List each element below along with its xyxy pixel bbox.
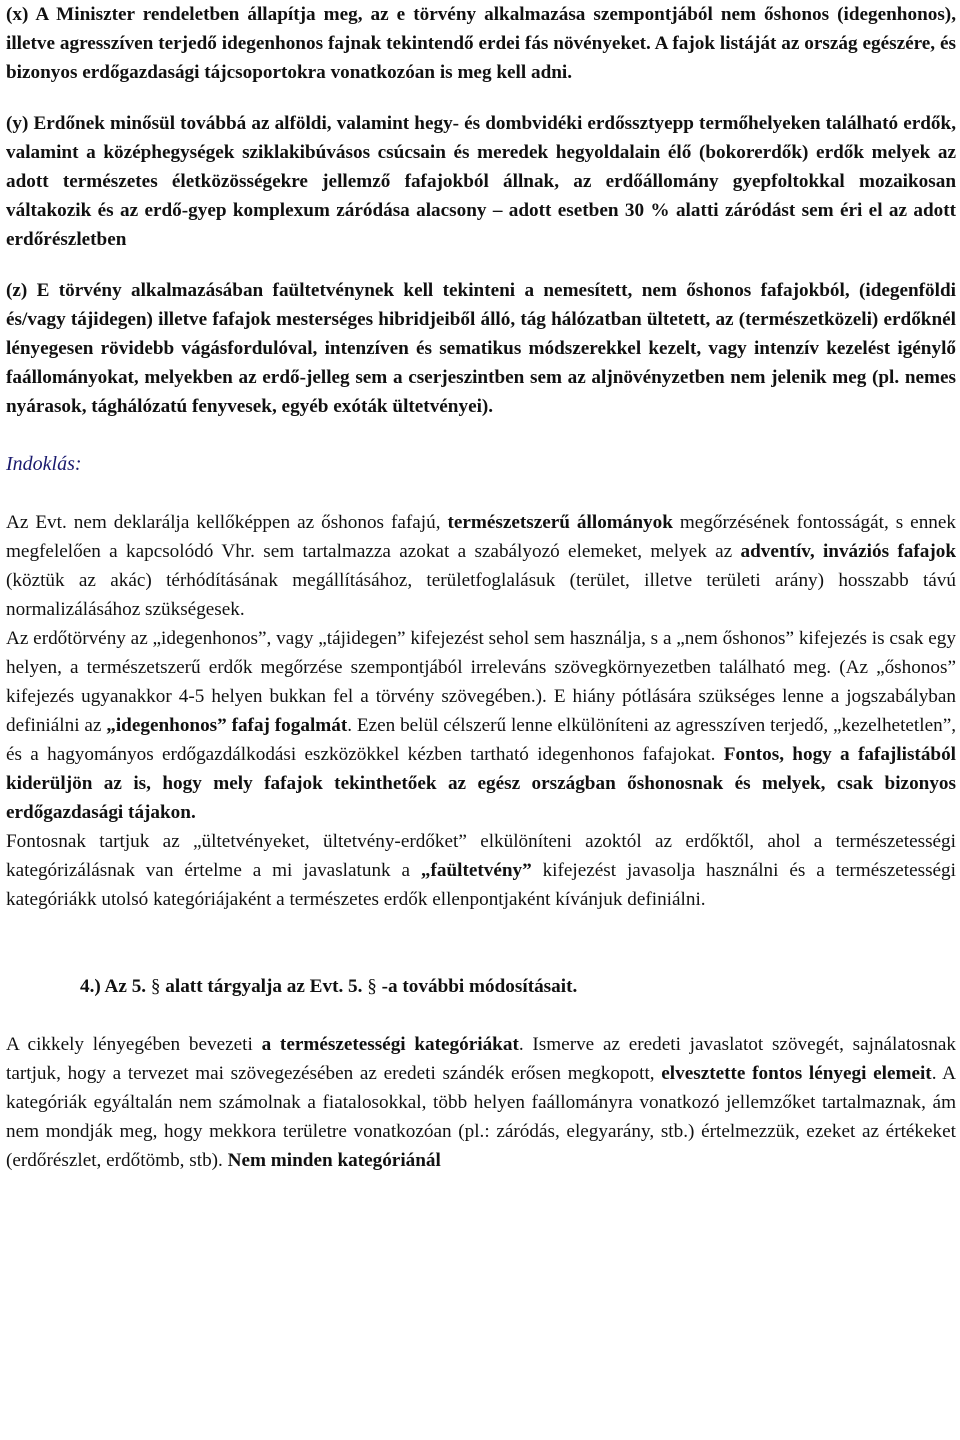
section-4-text-e: -a további módosításait. bbox=[376, 976, 578, 997]
document-page bbox=[6, 0, 956, 1175]
p4-emphasis-lost-elements: elvesztette fontos lényegi elemeit bbox=[661, 1063, 932, 1084]
p2-text-c: . Ezen belül célszerű lenne elkülöníteni az agresszíven terjedő, „kezelhetetlen”, és a hagyományos erdőgazdálkodási eszközökkel kézben tartható idegenhonos fafajokat. bbox=[6, 715, 957, 765]
p4-text-c: . Ismerve az eredeti javaslatot szövegét, sajnálatosnak tartjuk, hogy a tervezet mai szövegezésében az eredeti szándék erősen megkopott, bbox=[6, 1034, 956, 1084]
p4-text-a: A cikkely lényegében bevezeti bbox=[6, 1034, 262, 1055]
section-4-text-c: alatt tárgyalja az Evt. 5. bbox=[160, 976, 368, 997]
p3-text-a: Fontosnak tartjuk az „ültetvényeket, ültetvény-erdőket” elkülöníteni azoktól az erdőktől, ahol a természetességi kategórizálásnak van értelme a mi javaslatunk a bbox=[6, 831, 956, 881]
p1-emphasis-invasive-species: adventív, inváziós fafajok bbox=[740, 541, 956, 562]
p2-emphasis-species-list: Fontos, hogy a fafajlistából kiderüljön az is, hogy mely fafajok tekinthetőek az egész országban őshonosnak és melyek, csak bizonyos erdőgazdasági tájakon. bbox=[6, 744, 957, 823]
p1-text-a: Az Evt. nem deklarálja kellőképpen az őshonos fafajú, bbox=[6, 512, 448, 533]
section-4-title bbox=[6, 972, 956, 1001]
section-sign-2: § bbox=[367, 976, 377, 997]
p4-emphasis-not-every-category: Nem minden kategóriánál bbox=[227, 1150, 441, 1171]
p1-emphasis-natural-stands: természetszerű állományok bbox=[447, 512, 673, 533]
p2-emphasis-alien-species-concept: „idegenhonos” fafaj fogalmát bbox=[106, 715, 348, 736]
p1-text-e: (köztük az akác) térhódításának megállításához, területfoglalásuk (terület, illetve területi arány) hosszabb távú normalizálásához szükségesek. bbox=[6, 570, 956, 620]
paragraph-y: (y) Erdőnek minősül továbbá az alföldi, valamint hegy- és dombvidéki erdőssztyepp termőhelyeken található erdők, valamint a középhegységek sziklakibúvásos csúcsain és meredek hegyoldalain élő (bokorerdők) erdők melyek az adott természetes életközösségekre jellemző fafajokból állnak, az erdőállomány gyepfoltokkal mozaikosan váltakozik és az erdő-gyep komplexum záródása alacsony – adott esetben 30 % alatti záródást sem éri el az adott erdőrészletben bbox=[6, 113, 956, 250]
justification-paragraph-1 bbox=[6, 508, 956, 624]
p1-text-c: megőrzésének fontosságát, s ennek megfelelően a kapcsolódó Vhr. sem tartalmazza azokat a szabályozó elemeket, melyek az bbox=[6, 512, 956, 562]
p4-text-e: . A kategóriák egyáltalán nem számolnak a fiatalosokkal, több helyen faállományra vonatkozó jellemzőket tartalmaznak, ám nem mondják meg, hogy mekkora területre vonatkozóan (pl.: záródás, elegyarány, stb.) értelmezzük, ezeket az értékeket (erdőrészlet, erdőtömb, stb). bbox=[6, 1063, 956, 1171]
p2-text-a: Az erdőtörvény az „idegenhonos”, vagy „tájidegen” kifejezést sehol sem használja, s a „nem őshonos” kifejezés is csak egy helyen, a természetszerű erdők megőrzése szempontjából irreleváns szövegkörnyezetben található meg. (Az „őshonos” kifejezés ugyanakkor 4-5 helyen bukkan fel a törvény szövegében.). E hiány pótlására szükséges lenne a jogszabályban definiálni az bbox=[6, 628, 956, 736]
p4-emphasis-naturalness-categories: a természetességi kategóriákat bbox=[261, 1034, 519, 1055]
section-sign-1: § bbox=[150, 976, 161, 997]
paragraph-z: (z) E törvény alkalmazásában faültetvénynek kell tekinteni a nemesített, nem őshonos fafajokból, (idegenföldi és/vagy tájidegen) illetve fafajok mesterséges hibridjeiből álló, tág hálózatban ültetett, az (természetközeli) erdőknél lényegesen rövidebb vágásfordulóval, intenzíven és sematikus módszerekkel kezelt, vagy intenzív kezelést igénylő faállományokat, melyekben az erdő-jelleg sem a cserjeszintben sem az aljnövényzetben nem jelenik meg (pl. nemes nyárasok, tághálózatú fenyvesek, egyéb exóták ültetvényei). bbox=[6, 280, 956, 417]
indoklas-heading: Indoklás: bbox=[6, 453, 82, 475]
justification-paragraph-2 bbox=[6, 624, 956, 827]
section-4-paragraph bbox=[6, 1030, 956, 1175]
section-4-text-a: 4.) Az 5. bbox=[80, 976, 151, 997]
p3-emphasis-plantation: „faültetvény” bbox=[420, 860, 532, 881]
justification-paragraph-3 bbox=[6, 827, 956, 914]
paragraph-x: (x) A Miniszter rendeletben állapítja meg, az e törvény alkalmazása szempontjából nem őshonos (idegenhonos), illetve agresszíven terjedő idegenhonos fajnak tekintendő erdei fás növényeket. A fajok listáját az ország egészére, és bizonyos erdőgazdasági tájcsoportokra vonatkozóan is meg kell adni. bbox=[6, 4, 956, 83]
p3-text-c: kifejezést javasolja használni és a természetességi kategóriákk utolsó kategóriájaként a természetes erdők ellenpontjaként kívánjuk definiálni. bbox=[6, 860, 956, 910]
